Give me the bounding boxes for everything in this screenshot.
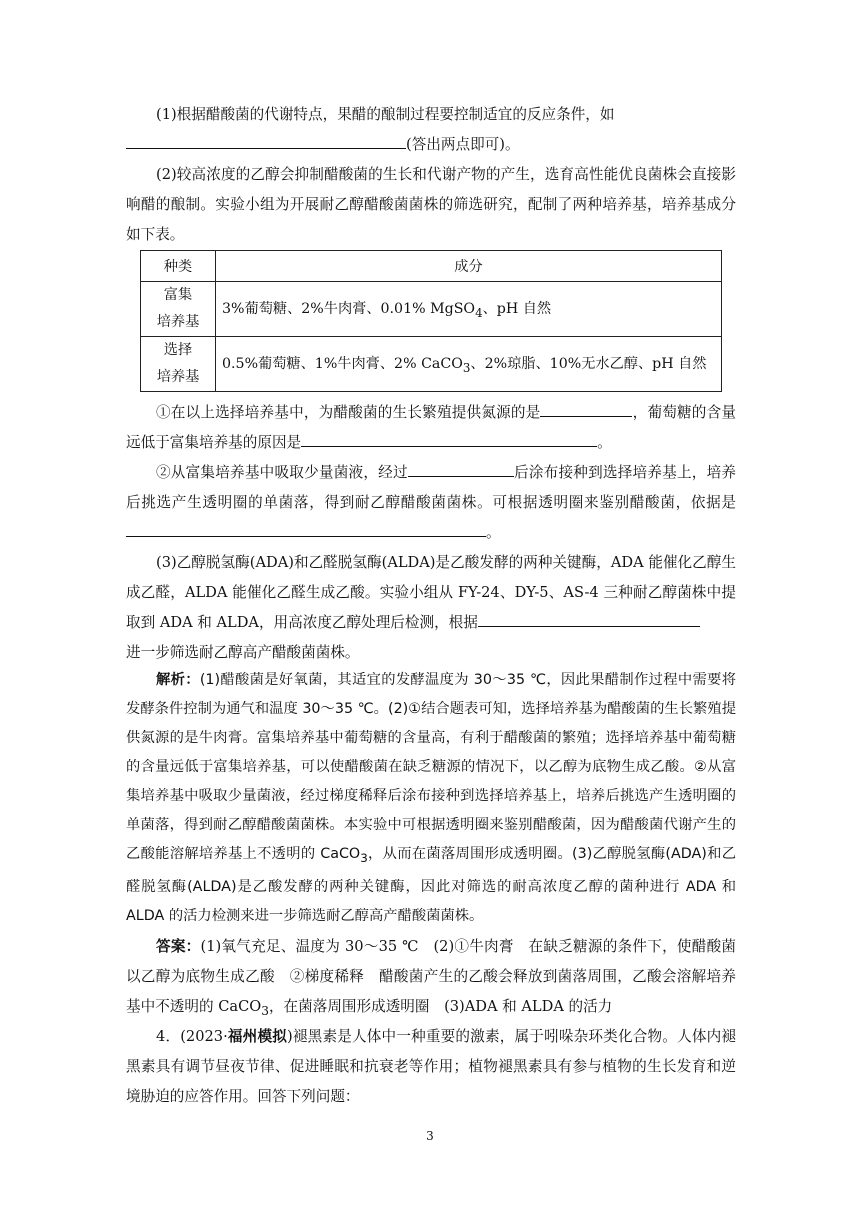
row-kind: 富集 培养基	[141, 282, 216, 337]
table-row	[141, 282, 722, 337]
row-kind: 选择 培养基	[141, 337, 216, 392]
question-4: 4．(2023·福州模拟)褪黑素是人体中一种重要的激素，属于吲哚杂环类化合物。人体内褪黑素具有调节昼夜节律、促进睡眠和抗衰老等作用；植物褪黑素具有参与植物的生长发育和逆境胁迫的应答作用。回答下列问题：	[126, 1028, 736, 1105]
question-3: (3)乙醇脱氢酶(ADA)和乙醛脱氢酶(ALDA)是乙酸发酵的两种关键酶，ADA 能催化乙醇生成乙醛，ALDA 能催化乙醛生成乙酸。实验小组从 FY-24、DY-5、AS-4 三种耐乙醇菌株中提取到 ADA 和 ALDA，用高浓度乙醇处理后检测，根据 进一步筛选耐乙醇高产醋酸菌菌株。	[126, 554, 736, 661]
question-2-sub2: ②从富集培养基中吸取少量菌液，经过 后涂布接种到选择培养基上，培养后挑选产生透明圈的单菌落，得到耐乙醇醋酸菌菌株。可根据透明圈来鉴别醋酸菌，依据是。	[126, 458, 736, 548]
row-components: 3%葡萄糖、2%牛肉膏、0.01% MgSO$_4$、pH 自然	[216, 282, 722, 337]
header-kind: 种类	[141, 251, 216, 282]
answer: 答案：(1)氧气充足、温度为 30～35 ℃ (2)①牛肉膏 在缺乏糖源的条件下，使醋酸菌以乙醇为底物生成乙酸 ②梯度稀释 醋酸菌产生的乙酸会释放到菌落周围，乙酸会溶解培养基中不透明的 CaCO$_3$，在菌落周围形成透明圈 (3)ADA 和 ALDA 的活力	[126, 938, 736, 1018]
answer-blank[interactable]	[540, 398, 632, 417]
table-row	[141, 337, 722, 392]
question-1-text: (1)根据醋酸菌的代谢特点，果醋的酿制过程要控制适宜的反应条件，如	[156, 106, 615, 123]
analysis: 解析：(1)醋酸菌是好氧菌，其适宜的发酵温度为 30～35 ℃，因此果醋制作过程中需要将发酵条件控制为通气和温度 30～35 ℃。(2)①结合题表可知，选择培养基为醋酸菌的生长繁殖提供氮源的是牛肉膏。富集培养基中葡萄糖的含量高，有利于醋酸菌的繁殖；选择培养基中葡萄糖的含量远低于富集培养基，可以使醋酸菌在缺乏糖源的情况下，以乙醇为底物生成乙酸。②从富集培养基中吸取少量菌液，经过梯度稀释后涂布接种到选择培养基上，培养后挑选产生透明圈的单菌落，得到耐乙醇醋酸菌菌株。本实验中可根据透明圈来鉴别醋酸菌，因为醋酸菌代谢产生的乙酸能溶解培养基上不透明的 CaCO$_3$，从而在菌落周围形成透明圈。(3)乙醇脱氢酶(ADA)和乙醛脱氢酶(ALDA)是乙酸发酵的两种关键酶，因此对筛选的耐高浓度乙醇的菌种进行 ADA 和 ALDA 的活力检测来进一步筛选耐乙醇高产醋酸菌菌株。	[126, 672, 737, 924]
question-2-sub1: ①在以上选择培养基中，为醋酸菌的生长繁殖提供氮源的是 ，葡萄糖的含量远低于富集培养基的原因是 。	[126, 398, 736, 458]
question-2-intro: (2)较高浓度的乙醇会抑制醋酸菌的生长和代谢产物的产生，选育高性能优良菌株会直接影响醋的酿制。实验小组为开展耐乙醇醋酸菌菌株的筛选研究，配制了两种培养基，培养基成分如下表。	[126, 166, 736, 243]
question-1	[126, 100, 736, 160]
media-table	[140, 250, 722, 392]
question-source: 福州模拟	[227, 1028, 288, 1045]
answer-blank[interactable]	[301, 428, 597, 447]
page-number: 3	[426, 1129, 434, 1143]
row-components: 0.5%葡萄糖、1%牛肉膏、2% CaCO$_3$、2%琼脂、10%无水乙醇、pH 自然	[216, 337, 722, 392]
table-header-row	[141, 251, 722, 282]
answer-blank[interactable]	[126, 518, 486, 537]
question-1-tail: (答出两点即可)。	[406, 136, 520, 153]
header-components: 成分	[216, 251, 722, 282]
answer-blank[interactable]	[478, 608, 700, 627]
analysis-label: 解析：	[156, 672, 200, 688]
answer-blank[interactable]	[408, 458, 514, 477]
answer-label: 答案：	[156, 938, 201, 955]
answer-blank[interactable]	[126, 130, 406, 149]
